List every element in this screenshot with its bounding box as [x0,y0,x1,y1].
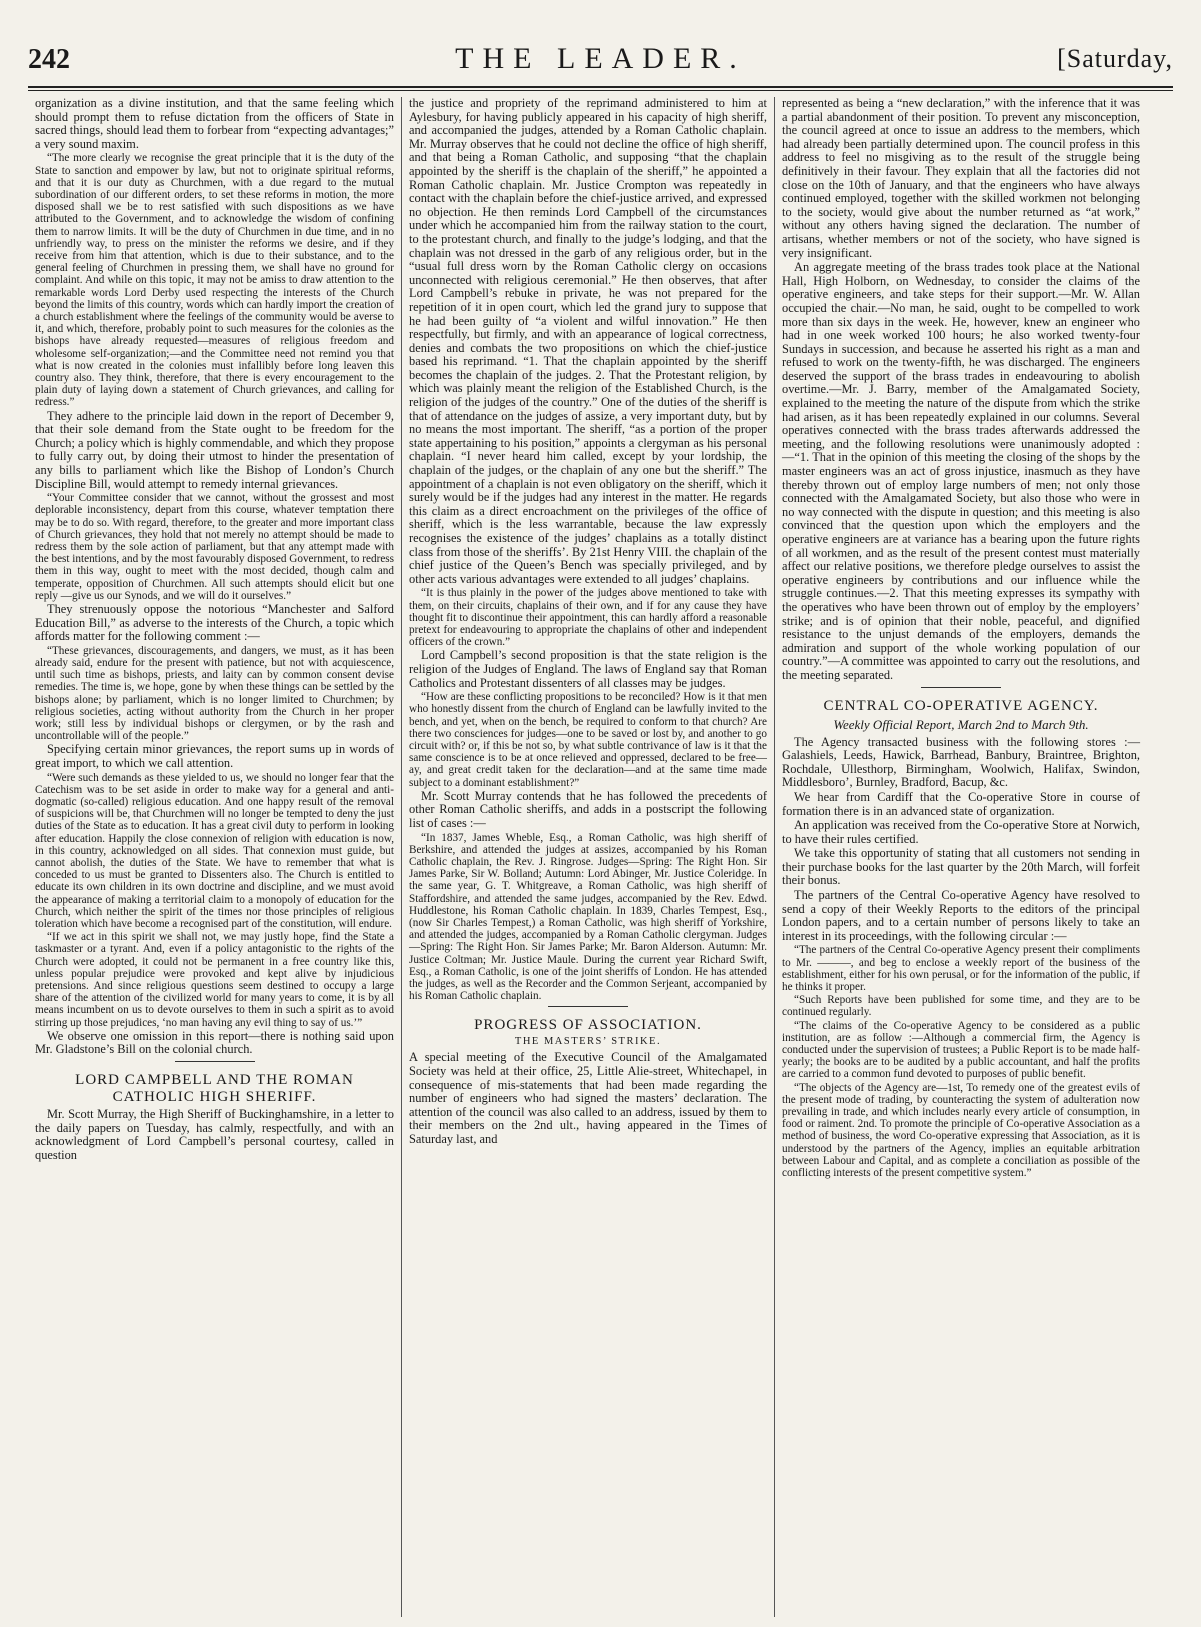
header-rule [28,86,1173,88]
section-heading: CENTRAL CO-OPERATIVE AGENCY. [823,697,1099,714]
column-2 [401,97,774,1617]
quoted-paragraph: “Your Committee consider that we cannot, without the grossest and most deplorable inconsistency, depart from this course, whatever temptation there may be to do so. With regard, therefore, to the greater and more important class of Church grievances, they hold that not merely no attempt should be made to redress them by the sole action of parliament, but that any attempt made with the best intentions, and by the most favourably disposed Government, to redress them in this way, ought to meet with the most decided, though calm and temperate, opposition of Churchmen. All such attempts should elicit but one reply —give us our Synods, and we will do it ourselves.” [35,492,394,602]
header-rule-thin [28,90,1173,91]
section-subheading: Weekly Official Report, March 2nd to March 9th. [833,716,1089,732]
quoted-paragraph: “Were such demands as these yielded to us, we should no longer fear that the Catechism was to be set aside in order to make way for a general and anti-dogmatic (so-called) religious education. And one happy result of the removal of suspicions will be, that Churchmen will no longer be tempted to deny the just duties of the State as to education. It has a great civil duty to perform in looking after education. Happily the close connexion of religion with education is now, in this country, acknowledged on all sides. That connexion must guide, but cannot abolish, the duties of the State. We have to remember that what is conceded to us must be granted to Dissenters also. The Church is entitled to educate its own children in its own doctrine and discipline, and we must avoid the appearance of making a territorial claim to a monopoly of education for the Church, which neither the spirit of the times nor those principles of religious toleration which have become a recognised part of the constitution, will endure. [35,771,394,931]
quoted-paragraph: “The objects of the Agency are—1st, To remedy one of the greatest evils of the present mode of trading, by counteracting the system of adulteration now prevailing in trade, and which includes nearly every article of consumption, in food or raiment. 2nd. To promote the principle of Co-operative Association as a method of business, the word Co-operative expressing that Association, as it is understood by the partners of the Agency, implies an equitable arbitration between Labour and Capital, and as complete a conciliation as possible of the conflicting interests of the present competitive system.” [782,1081,1140,1180]
section-divider [548,1006,628,1007]
quoted-paragraph: “If we act in this spirit we shall not, we may justly hope, find the State a taskmaster or a tyrant. And, even if a policy antagonistic to the rights of the Church were adopted, it could not be permanent in a free country like this, unless popular prejudice were provoked and kept alive by injudicious pretensions. And since religious questions seem destined to occupy a large share of the attention of the civilized world for many years to come, it is by all means incumbent on us to devote ourselves to them in such a spirit as to avoid stirring up those prejudices, ‘no man having any evil thing to say of us.’” [35,931,394,1029]
article-paragraph: The Agency transacted business with the following stores :—Galashiels, Leeds, Hawick, Barrhead, Banbury, Braintree, Brighton, Rochdale, Ullesthorp, Birmingham, Woolwich, Halifax, Swindon, Middlesboro’, Burnley, Bradford, Bacup, &c. [782,734,1140,790]
newspaper-title: THE LEADER. [455,42,746,75]
article-paragraph: We take this opportunity of stating that all customers not sending in their purchase books for the last quarter by the 20th March, will forfeit their bonus. [782,846,1140,888]
article-paragraph: The partners of the Central Co-operative Agency have resolved to send a copy of their Weekly Reports to the editors of the principal London papers, and to a certain number of persons likely to take an interest in its proceedings, with the following circular :— [782,888,1140,943]
article-paragraph: We hear from Cardiff that the Co-operative Store in course of formation there is in an advanced state of organization. [782,789,1140,818]
quoted-paragraph: “These grievances, discouragements, and dangers, we must, as it has been already said, endure for the present with patience, but not with acquiescence, until such time as bishops, priests, and laity can by common consent devise remedies. The time is, we hope, gone by when these things can be settled by the bishops alone; by parliament, which is no longer limited to Churchmen; by religious societies, acting without authority from the Church in her proper work; still less by individual bishops or clergymen, or by the rash and uncontrollable will of the people.” [35,644,394,743]
article-paragraph: Lord Campbell’s second proposition is that the state religion is the religion of the Judges of England. The laws of England say that Roman Catholics and Protestant dissenters of all classes may be judges. [409,648,767,690]
article-paragraph: An application was received from the Co-operative Store at Norwich, to have their rules certified. [782,818,1140,846]
article-paragraph: the justice and propriety of the reprimand administered to him at Aylesbury, for having publicly appeared in his capacity of high sheriff, and accompanied the judges, attended by a Roman Catholic chaplain. Mr. Murray observes that he could not decline the office of high sheriff, and that being a Roman Catholic, and supposing “that the chaplain appointed by the sheriff is the chaplain of the sheriff,” he appointed a Roman Catholic chaplain. Mr. Justice Crompton was repeatedly in contact with the chaplain before the chief-justice arrived, and expressed no objection. He then reminds Lord Campbell of the circumstances under which he accompanied him from the railway station to the court, to the protestant church, and finally to the judge’s lodging, and that the chaplain was not dressed in the garb of any religious order, but in the “usual full dress worn by the Roman Catholic clergy on occasions unconnected with religious ceremonial.” He then observes, that after Lord Campbell’s rebuke in private, he was not prepared for the repetition of it in open court, which led the grand jury to suppose that he had been guilty of “a violent and wilful innovation.” He then respectfully, but firmly, and with an appearance of logical correctness, denies and combats the two propositions on which the chief-justice based his reprimand. “1. That the chaplain appointed by the sheriff becomes the chaplain of the judges. 2. That the Protestant religion, by which was plainly meant the religion of the Established Church, is the religion of the judges of the country.” One of the duties of the sheriff is that of attendance on the judges of assize, a very important duty, but by no means the most important. The sheriff, “as a portion of the proper state appertaining to his position,” appoints a clergyman as his personal chaplain. “I never heard him called, except by your lordship, the chaplain of the judges, or the chaplain of any one but the sheriff.” The appointment of a chaplain is not even obligatory on the sheriff, which it surely would be if the judges had any interest in the matter. He regards this claim as a direct encroachment on the privileges of the office of sheriff, which is the less warrantable, because the law expressly recognises the existence of the judges’ chaplains as a totally distinct class from those of the sheriffs’. By 21st Henry VIII. the chaplain of the chief justice of the Queen’s Bench was specially privileged, and by other acts various advantages were extended to all judges’ chaplains. [409,97,767,586]
quoted-paragraph: “The more clearly we recognise the great principle that it is the duty of the State to sanction and empower by law, but not to originate spiritual reforms, and that it is our duty as Churchmen, with a due regard to the mutual subordination of our different orders, to set these reforms in motion, the more disposed shall we be to rest satisfied with such dispositions as we have attributed to the Government, and to acknowledge the wisdom of confining them to narrow limits. It will be the duty of Churchmen in due time, and in no unfriendly way, to press on the minister the reforms we desire, and if they receive from him that attention, which is due to their substance, and to the general feeling of Churchmen in pressing them, we shall have no ground for complaint. And while on this topic, it may not be amiss to draw attention to the remarkable words Lord Derby used respecting the interests of the Church beyond the limits of this country, words which can hardly import the creation of a church establishment where the feelings of the community would be averse to it, and which, therefore, probably point to such measures for the colonies as the bishops have already requested—measures of religious freedom and wholesome self-organization;—and the Committee need not remind you that what is now created in the colonies must infallibly before long leaven this country also. They think, therefore, that there is every encouragement to the plain duty of laying down a statement of Church grievances, and calling for redress.” [35,152,394,409]
quoted-paragraph: “The partners of the Central Co-operative Agency present their compliments to Mr. ———, and beg to enclose a weekly report of the business of the establishment, either for his own perusal, or for the information of the public, if he thinks it proper. [782,944,1140,994]
article-paragraph: Mr. Scott Murray contends that he has followed the precedents of other Roman Catholic sheriffs, and adds in a postscript the following list of cases :— [409,788,767,830]
section-subheading: THE MASTERS’ STRIKE. [514,1036,662,1048]
quoted-paragraph: “The claims of the Co-operative Agency to be considered as a public institution, are as follow :—Although a commercial firm, the Agency is conducted under the supervision of trustees; a Public Report is to be made half-yearly; the books are to be audited by a public accountant, and half the profits are carried to a common fund devoted to purposes of public benefit. [782,1019,1140,1081]
article-paragraph: A special meeting of the Executive Council of the Amalgamated Society was held at their office, 25, Little Alie-street, Whitechapel, in consequence of mis-statements that had been made regarding the number of engineers who had signed the masters’ declaration. The attention of the council was also called to an address, issued by them to their members on the 2nd ult., having appeared in the Times of Saturday last, and [409,1050,767,1146]
issue-day: [Saturday, [1057,44,1173,73]
quoted-paragraph: “Such Reports have been published for some time, and they are to be continued regularly. [782,994,1140,1019]
article-paragraph: We observe one omission in this report—there is nothing said upon Mr. Gladstone’s Bill on the colonial church. [35,1028,394,1057]
article-paragraph: An aggregate meeting of the brass trades took place at the National Hall, High Holborn, on Wednesday, to consider the claims of the operative engineers, and take steps for their support.—Mr. W. Allan occupied the chair.—No man, he said, ought to be compelled to work more than six days in the week. He, however, knew an engineer who had in one week worked 100 hours; he also worked twenty-four Sundays in succession, and because he asserted his right as a man and refused to work on the twenty-fifth, he was discharged. The engineers deserved the support of the brass trades in endeavouring to abolish overtime.—Mr. J. Barry, member of the Amalgamated Society, explained to the meeting the nature of the dispute from which the strike had arisen, as it has been repeatedly explained in our columns. Several operatives connected with the brass trades afterwards addressed the meeting, and the following resolutions were unanimously adopted :—“1. That in the opinion of this meeting the closing of the shops by the master engineers was an act of gross injustice, inasmuch as they have thereby thrown out of employ large numbers of men; not only those connected with the Amalgamated Society, but also those who were in no way connected with the dispute in question; and this meeting is also convinced that the question upon which the employers and the operative engineers are at variance has a bearing upon the future rights of all workmen, and as the result of the present contest must materially affect our relative positions, we therefore pledge ourselves to assist the operative engineers by contributions and our influence while the struggle continues.—2. That this meeting expresses its sympathy with the operatives who have been thrown out of employ by the employers’ strike; and is of opinion that their noble, peaceful, and dignified resistance to the unjust demands of the employers, demands the admiration and support of the whole working population of our country.”—A committee was appointed to carry out the resolutions, and the meeting separated. [782,260,1140,682]
section-divider [921,687,1001,688]
masthead [28,40,1173,86]
article-paragraph: They strenuously oppose the notorious “Manchester and Salford Education Bill,” as adverse to the interests of the Church, a topic which affords matter for the following comment :— [35,602,394,644]
quoted-paragraph: “How are these conflicting propositions to be reconciled? How is it that men who honestly dissent from the church of England can be lawfully invited to the bench, and yet, when on the bench, be required to conform to that church? Are there two consciences for judges—one to be saved or lost by, and another to go circuit with? or, if this be not so, by what subtle contrivance of law is it that the same conscience is to be at once relieved and oppressed, declared to be free—ay, and great credit taken for the declaration—and at the same time made subject to a dominant establishment?” [409,691,767,789]
article-paragraph: represented as being a “new declaration,” with the inference that it was a partial abandonment of their position. To prevent any misconception, the council agreed at once to issue an address to the members, which had already been partially determined upon. The council profess in this address to feel no misgiving as to the result of the struggle being definitively in their favour. They explain that all the factories did not close on the 10th of January, and that the engineers who have always continued employed, together with the skilled workmen not belonging to the society, would give about the number returned as “at work,” without any others having signed the declaration. The number of artisans, whether members or not of the society, who have signed is very insignificant. [782,97,1140,260]
article-columns [28,97,1173,1617]
section-heading: LORD CAMPBELL AND THE ROMAN CATHOLIC HIGH SHERIFF. [75,1072,354,1106]
section-divider [175,1061,255,1062]
article-paragraph: organization as a divine institution, and that the same feeling which should prompt them to refuse dictation from the officers of State in sacred things, should lead them to forbear from “expecting advantages;” a very sound maxim. [35,97,394,151]
page-number: 242 [28,44,70,75]
article-paragraph: They adhere to the principle laid down in the report of December 9, that their sole demand from the State ought to be freedom for the Church; a policy which is highly commendable, and which they propose to fully carry out, by doing their utmost to hinder the presentation of any bills to parliament which like the Bishop of London’s Church Discipline Bill, would attempt to remedy internal grievances. [35,408,394,491]
article-paragraph: Mr. Scott Murray, the High Sheriff of Buckinghamshire, in a letter to the daily papers on Tuesday, has calmly, respectfully, and with an acknowledgment of Lord Campbell’s personal courtesy, called in question [35,1107,394,1162]
column-3 [774,97,1147,1617]
section-heading: PROGRESS OF ASSOCIATION. [474,1017,702,1034]
article-paragraph: Specifying certain minor grievances, the report sums up in words of great import, to which we call attention. [35,742,394,771]
quoted-paragraph: “It is thus plainly in the power of the judges above mentioned to take with them, on their circuits, chaplains of their own, and if for any cause they have thought fit to discontinue their appointment, this can hardly afford a reasonable pretext for endeavouring to appropriate the chaplains of other and independent officers of the crown.” [409,587,767,649]
column-1 [28,97,401,1617]
quoted-paragraph: “In 1837, James Wheble, Esq., a Roman Catholic, was high sheriff of Berkshire, and attended the judges at assizes, accompanied by his Roman Catholic chaplain, the Rev. J. Ringrose. Judges—Spring: The Right Hon. Sir James Parke, Sir W. Bolland; Autumn: Lord Abinger, Mr. Justice Coleridge. In the same year, G. T. Whitgreave, a Roman Catholic, was high sheriff of Staffordshire, and attended the same judges, accompanied by the Rev. Edwd. Huddlestone, his Roman Catholic chaplain. In 1839, Charles Tempest, Esq., (now Sir Charles Tempest,) a Roman Catholic, was high sheriff of Yorkshire, and attended the judges, accompanied by a Roman Catholic clergyman. Judges—Spring: The Right Hon. Sir James Parke; Mr. Baron Alderson. Autumn: Mr. Justice Coltman; Mr. Justice Maule. During the current year Richard Swift, Esq., a Roman Catholic, is one of the joint sheriffs of London. He has attended the judges, as well as the Recorder and the Common Serjeant, accompanied by his Roman Catholic chaplain. [409,831,767,1003]
